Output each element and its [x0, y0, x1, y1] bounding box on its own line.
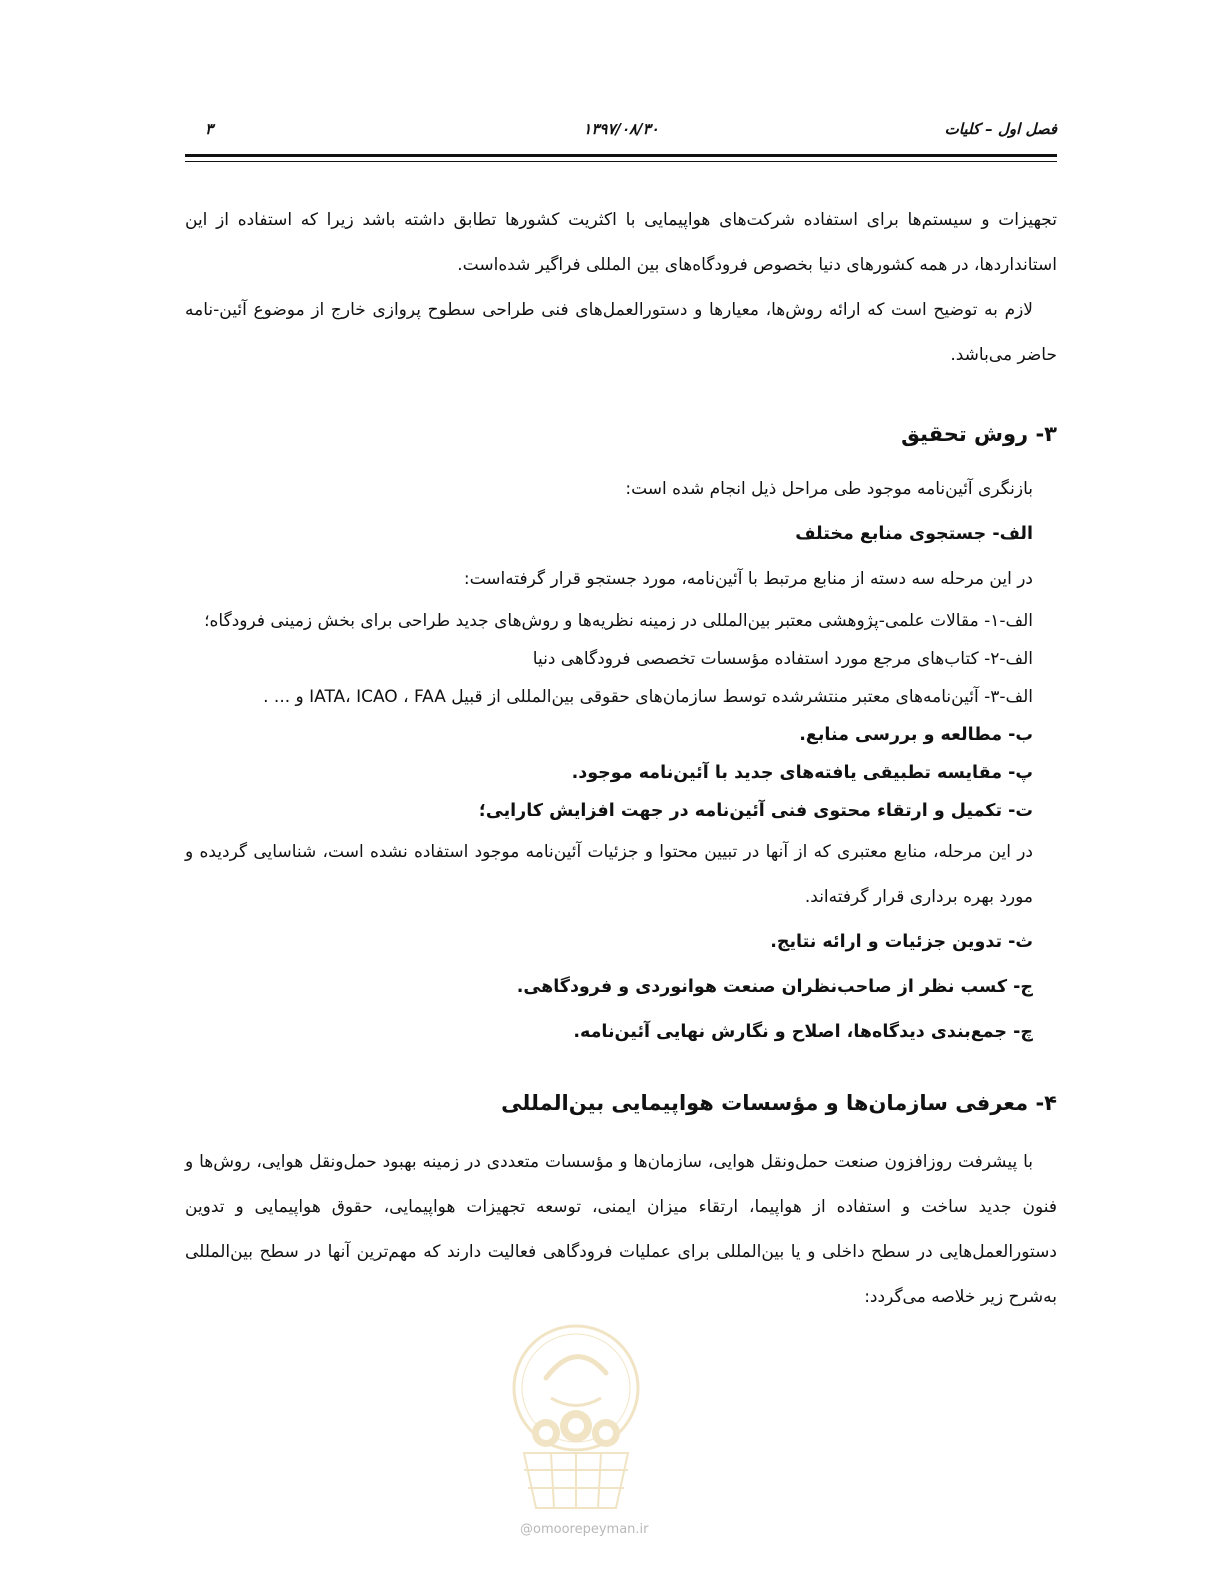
- step-description: در این مرحله سه دسته از منابع مرتبط با آئین‌نامه، مورد جستجو قرار گرفته‌است:: [463, 569, 1033, 589]
- watermark-logo: [506, 1318, 646, 1518]
- watermark-site: @omoorepeyman.ir: [520, 1522, 649, 1537]
- list-item: الف-۳- آئین‌نامه‌های معتبر منتشرشده توسط سازمان‌های حقوقی بین‌المللی از قبیل IATA، ICAO ، FAA و ... .: [263, 687, 1033, 707]
- section-heading-4: ۴- معرفی سازمان‌ها و مؤسسات هواپیمایی بین‌المللی: [501, 1091, 1057, 1115]
- running-header: [185, 120, 1057, 144]
- paragraph: تجهیزات و سیستم‌ها برای استفاده شرکت‌های هواپیمایی با اکثریت کشورها تطابق داشته باشد زیرا که استفاده از این استانداردها، در همه کشورهای دنیا بخصوص فرودگاه‌های بین المللی فراگیر شده‌است.: [185, 210, 1057, 275]
- paragraph: لازم به توضیح است که ارائه روش‌ها، معیارها و دستورالعمل‌های فنی طراحی سطوح پروازی خارج از موضوع آئین-نامه حاضر می‌باشد.: [185, 300, 1057, 365]
- body-text: [185, 198, 1057, 1320]
- chapter-title: فصل اول – کلیات: [944, 120, 1057, 138]
- step-heading: پ- مقایسه تطبیقی یافته‌های جدید با آئین‌نامه موجود.: [571, 763, 1033, 783]
- step-heading: ج- کسب نظر از صاحب‌نظران صنعت هوانوردی و فرودگاهی.: [516, 977, 1033, 997]
- step-heading: الف- جستجوی منابع مختلف: [795, 524, 1033, 544]
- step-heading: ب- مطالعه و بررسی منابع.: [799, 725, 1033, 745]
- header-rule-thin: [185, 161, 1057, 162]
- page-number: ۳: [205, 120, 214, 138]
- section-intro: بازنگری آئین‌نامه موجود طی مراحل ذیل انجام شده است:: [625, 479, 1033, 499]
- step-heading: ت- تکمیل و ارتقاء محتوی فنی آئین‌نامه در جهت افزایش کارایی؛: [478, 801, 1033, 821]
- step-description: در این مرحله، منابع معتبری که از آنها در تبیین محتوا و جزئیات آئین‌نامه موجود استفاده نشده است، شناسایی گردیده و مورد بهره برداری قرار گرفته‌اند.: [185, 842, 1033, 907]
- list-item: الف-۱- مقالات علمی-پژوهشی معتبر بین‌المللی در زمینه نظریه‌ها و روش‌های جدید طراحی برای بخش زمینی فرودگاه؛: [204, 611, 1033, 631]
- header-rule-thick: [185, 154, 1057, 157]
- step-heading: ث- تدوین جزئیات و ارائه نتایج.: [770, 932, 1033, 952]
- header-date: ۱۳۹۷/۰۸/۳۰: [583, 120, 659, 138]
- list-item: الف-۲- کتاب‌های مرجع مورد استفاده مؤسسات تخصصی فرودگاهی دنیا: [532, 649, 1033, 669]
- paragraph: با پیشرفت روزافزون صنعت حمل‌ونقل هوایی، سازمان‌ها و مؤسسات متعددی در زمینه بهبود حمل‌ونقل هوایی، روش‌ها و فنون جدید ساخت و استفاده از هواپیما، ارتقاء میزان ایمنی، توسعه تجهیزات هواپیمایی، حقوق هواپیمایی و تدوین دستورالعمل‌هایی در سطح داخلی و یا بین‌المللی برای عملیات فرودگاهی فعالیت دارند که مهم‌ترین آنها در سطح بین‌المللی به‌شرح زیر خلاصه می‌گردد:: [185, 1152, 1057, 1307]
- section-heading-3: ۳- روش تحقیق: [901, 422, 1057, 446]
- step-heading: چ- جمع‌بندی دیدگاه‌ها، اصلاح و نگارش نهایی آئین‌نامه.: [573, 1022, 1033, 1042]
